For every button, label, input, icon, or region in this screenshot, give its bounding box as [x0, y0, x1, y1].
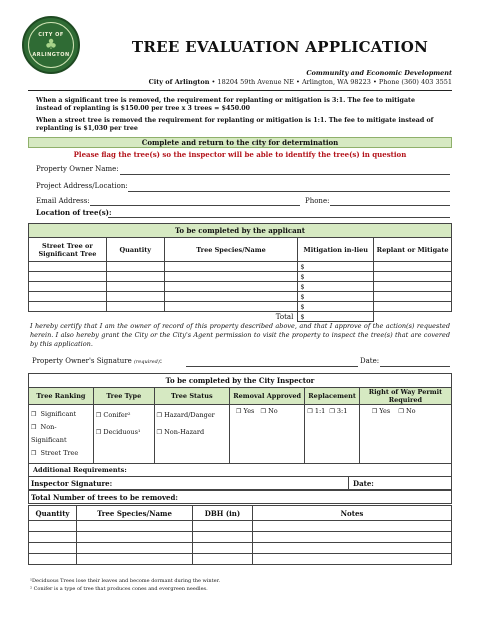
- logo-top-text: CITY OF: [38, 32, 64, 38]
- inspector-date-label: Date:: [353, 479, 374, 488]
- checkbox-icon: ❐: [236, 408, 242, 415]
- total-removed-field[interactable]: [29, 491, 452, 504]
- permit-no-option[interactable]: ❐ No: [398, 407, 416, 415]
- additional-requirements-label: Additional Requirements:: [33, 466, 127, 474]
- phone-label: Phone:: [305, 197, 330, 205]
- checkbox-icon: ❐: [31, 424, 37, 431]
- checkbox-icon: ❐: [329, 408, 335, 415]
- checkbox-icon: ❐: [95, 429, 102, 436]
- project-address-label: Project Address/Location:: [36, 182, 128, 190]
- email-label: Email Address:: [36, 197, 90, 205]
- flag-notice: Please flag the tree(s) so the inspector will be able to identify the tree(s) in question: [73, 150, 407, 159]
- inspector-table-header: To be completed by the City Inspector: [29, 374, 452, 388]
- replacement-1to1-option[interactable]: ❐ 1:1: [307, 407, 326, 415]
- total-cell[interactable]: $: [298, 312, 374, 322]
- table-row[interactable]: $: [29, 282, 452, 292]
- checkbox-icon: ❐: [156, 429, 163, 436]
- col-removal: Removal Approved: [230, 388, 305, 405]
- status-nonhazard-option[interactable]: ❐ Non-Hazard: [156, 428, 205, 436]
- applicant-table-header: To be completed by the applicant: [29, 224, 452, 238]
- contact-line: [130, 78, 452, 86]
- table-row[interactable]: [29, 543, 452, 554]
- footnote-conifer: ² Conifer is a type of tree that produces cones and evergreen needles.: [30, 586, 208, 592]
- city-seal-logo: [22, 16, 80, 74]
- replacement-3to1-option[interactable]: ❐ 3:1: [329, 407, 348, 415]
- col-tree-kind: Street Tree or Significant Tree: [29, 238, 107, 262]
- permit-yes-option[interactable]: ❐ Yes: [371, 407, 391, 415]
- inspector-signature-label: Inspector Signature:: [31, 479, 113, 488]
- email-field[interactable]: [90, 205, 300, 206]
- tree-location-field[interactable]: [108, 217, 450, 218]
- footnote-deciduous: ¹Deciduous Trees lose their leaves and become dormant during the winter.: [30, 578, 221, 584]
- table-row[interactable]: $: [29, 292, 452, 302]
- col-quantity: Quantity: [106, 238, 164, 262]
- inspector-signature-field[interactable]: [29, 477, 349, 491]
- checkbox-icon: ❐: [371, 408, 378, 415]
- col-ranking: Tree Ranking: [29, 388, 94, 405]
- col-replacement: Replacement: [305, 388, 359, 405]
- col-mitigation: Mitigation in-lieu: [298, 238, 374, 262]
- checkbox-icon: ❐: [156, 412, 163, 419]
- significant-tree-rule: When a significant tree is removed, the requirement for replanting or mitigation is 3:1. The fee to mitigate instead of replanting is $150.00 per tree x 3 trees = $450.00: [36, 97, 415, 112]
- inspector-date-field[interactable]: [349, 477, 452, 491]
- table-row[interactable]: $: [29, 302, 452, 312]
- city-name: City of Arlington: [148, 78, 210, 86]
- address-text: • 18204 59th Avenue NE • Arlington, WA 98223 • Phone (360) 403 3551: [211, 78, 452, 86]
- project-address-field[interactable]: [128, 191, 450, 192]
- owner-date-label: Date:: [360, 357, 380, 365]
- owner-name-field[interactable]: [120, 174, 450, 175]
- checkbox-icon: ❐: [398, 408, 404, 415]
- col-species: Tree Species/Name: [164, 238, 298, 262]
- table-row[interactable]: [29, 532, 452, 543]
- checkbox-icon: ❐: [31, 411, 37, 418]
- department-name: Community and Economic Development: [306, 69, 452, 77]
- col-tree-type: Tree Type: [93, 388, 154, 405]
- owner-date-field[interactable]: [380, 366, 450, 367]
- type-deciduous-option[interactable]: ❐ Deciduous¹: [95, 428, 141, 436]
- owner-signature-label: Property Owner's Signature (required):: [32, 357, 163, 365]
- table-row[interactable]: $: [29, 272, 452, 282]
- col-removal-notes: Notes: [253, 506, 452, 521]
- type-conifer-option[interactable]: ❐ Conifer²: [95, 411, 131, 419]
- phone-field[interactable]: [330, 205, 450, 206]
- inspector-table: [28, 373, 452, 490]
- checkbox-icon: ❐: [95, 412, 102, 419]
- col-tree-status: Tree Status: [154, 388, 229, 405]
- col-removal-species: Tree Species/Name: [77, 506, 193, 521]
- owner-signature-field[interactable]: [186, 366, 358, 367]
- checkbox-icon: ❐: [260, 408, 266, 415]
- removal-table: [28, 505, 452, 565]
- total-label: Total: [275, 312, 294, 321]
- owner-certification: I hereby certify that I am the owner of record of this property described above, and that I approve of the action(s) requested herein. I also hereby grant the City or the City's Agent permission to visit the property to inspect the tree(s) that are covered by this application.: [30, 322, 450, 348]
- logo-bottom-text: ARLINGTON: [32, 52, 70, 58]
- owner-name-label: Property Owner Name:: [36, 165, 119, 173]
- ranking-significant-option[interactable]: ❐ Significant: [31, 410, 77, 418]
- checkbox-icon: ❐: [31, 450, 37, 457]
- status-hazard-option[interactable]: ❐ Hazard/Danger: [156, 411, 215, 419]
- table-row[interactable]: [29, 521, 452, 532]
- street-tree-rule: When a street tree is removed the requirement for replanting or mitigation is 1:1. The fee to mitigate instead of replanting is $1,030 per tree: [36, 117, 434, 132]
- col-removal-dbh: DBH (in): [193, 506, 253, 521]
- col-removal-quantity: Quantity: [29, 506, 77, 521]
- page-title: TREE EVALUATION APPLICATION: [131, 38, 429, 56]
- tree-icon: ♣: [44, 37, 58, 53]
- return-banner: Complete and return to the city for determination: [28, 137, 452, 148]
- total-removed-label: Total Number of trees to be removed:: [31, 492, 178, 502]
- col-row-permit: Right of Way Permit Required: [359, 388, 451, 405]
- removal-no-option[interactable]: ❐ No: [260, 407, 278, 415]
- removal-yes-option[interactable]: ❐ Yes: [236, 407, 255, 415]
- ranking-street-option[interactable]: ❐ Street Tree: [31, 449, 79, 457]
- header-divider: [28, 90, 452, 91]
- col-replant: Replant or Mitigate: [374, 238, 452, 262]
- inspector-signature-table: [28, 476, 452, 504]
- ranking-nonsignificant-option[interactable]: ❐ Non-Significant: [31, 423, 67, 444]
- tree-location-label: Location of tree(s):: [36, 208, 112, 217]
- checkbox-icon: ❐: [307, 408, 313, 415]
- total-row: [29, 312, 452, 322]
- applicant-table: [28, 223, 452, 322]
- table-row[interactable]: $: [29, 262, 452, 272]
- table-row[interactable]: [29, 554, 452, 565]
